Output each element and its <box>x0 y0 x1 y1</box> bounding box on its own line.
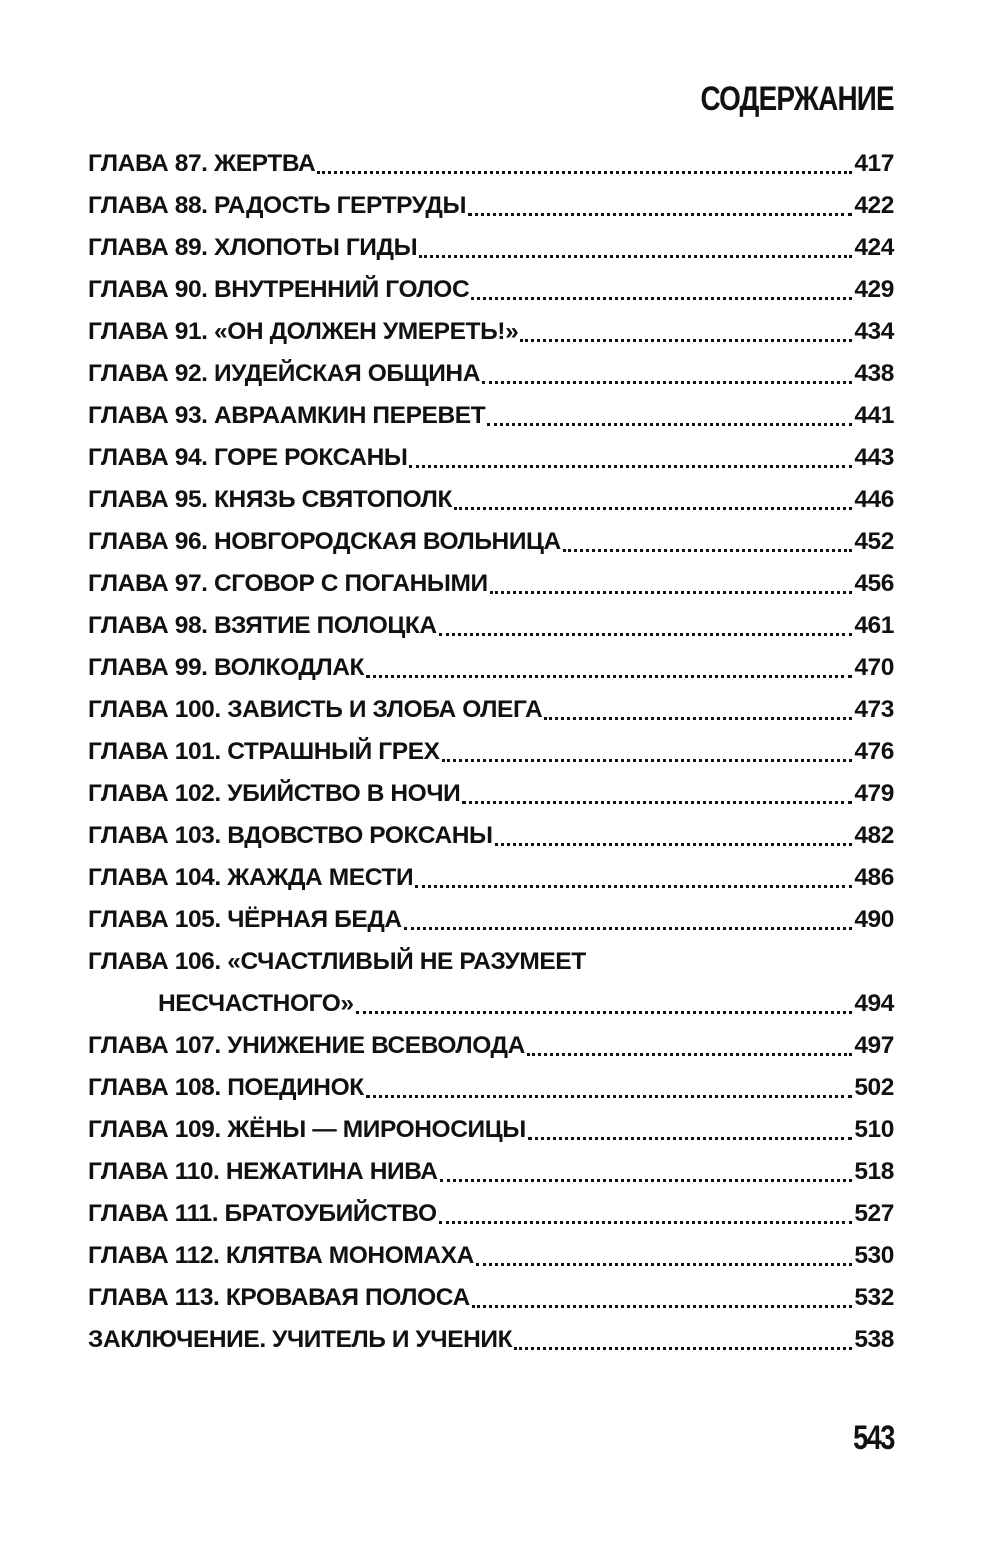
toc-entry <box>88 353 894 395</box>
toc-entry-label: ГЛАВА 112. КЛЯТВА МОНОМАХА <box>88 1242 474 1269</box>
toc-entry <box>88 1319 894 1361</box>
toc-entry-page: 490 <box>854 906 894 933</box>
toc-entry-page: 486 <box>854 864 894 891</box>
toc-entry-label: ГЛАВА 105. ЧЁРНАЯ БЕДА <box>88 906 402 933</box>
toc-entry <box>88 1235 894 1277</box>
toc-entry-label: ГЛАВА 90. ВНУТРЕННИЙ ГОЛОС <box>88 276 470 303</box>
toc-entry-label: ГЛАВА 93. АВРААМКИН ПЕРЕВЕТ <box>88 402 486 429</box>
toc-entry-label: ГЛАВА 95. КНЯЗЬ СВЯТОПОЛК <box>88 486 453 513</box>
toc-entry-page: 422 <box>854 192 894 219</box>
toc-entry <box>88 605 894 647</box>
toc-entry-page: 532 <box>854 1284 894 1311</box>
toc-entry <box>88 143 894 185</box>
toc-entry-label-continuation: НЕСЧАСТНОГО» <box>158 990 354 1017</box>
toc-dot-leader <box>317 171 852 174</box>
toc-entry-page: 494 <box>854 990 894 1017</box>
toc-entry-page: 456 <box>854 570 894 597</box>
toc-dot-leader <box>544 717 852 720</box>
toc-entry-label: ГЛАВА 91. «ОН ДОЛЖЕН УМЕРЕТЬ!» <box>88 318 519 345</box>
toc-entry <box>88 227 894 269</box>
toc-dot-leader <box>527 1053 852 1056</box>
toc-entry-label: ГЛАВА 96. НОВГОРОДСКАЯ ВОЛЬНИЦА <box>88 528 561 555</box>
toc-entry-page: 452 <box>854 528 894 555</box>
toc-entry <box>88 521 894 563</box>
toc-entry-page: 510 <box>854 1116 894 1143</box>
toc-entry-page: 424 <box>854 234 894 261</box>
toc-entry <box>88 479 894 521</box>
toc-entry-page: 417 <box>854 150 894 177</box>
toc-dot-leader <box>520 339 852 342</box>
toc-entry-label: ЗАКЛЮЧЕНИЕ. УЧИТЕЛЬ И УЧЕНИК <box>88 1326 513 1353</box>
toc-entry-label: ГЛАВА 99. ВОЛКОДЛАК <box>88 654 365 681</box>
toc-entry-label: ГЛАВА 98. ВЗЯТИЕ ПОЛОЦКА <box>88 612 437 639</box>
toc-dot-leader <box>366 1095 853 1098</box>
toc-dot-leader <box>476 1263 852 1266</box>
toc-entry <box>88 731 894 773</box>
toc-entry <box>88 1151 894 1193</box>
toc-entry-label: ГЛАВА 111. БРАТОУБИЙСТВО <box>88 1200 437 1227</box>
toc-entry-label: ГЛАВА 102. УБИЙСТВО В НОЧИ <box>88 780 461 807</box>
toc-dot-leader <box>404 927 853 930</box>
toc-entry <box>88 1109 894 1151</box>
toc-entry-page: 530 <box>854 1242 894 1269</box>
toc-entry <box>88 689 894 731</box>
toc-dot-leader <box>471 297 852 300</box>
toc-dot-leader <box>468 213 852 216</box>
toc-dot-leader <box>356 1011 853 1014</box>
toc-dot-leader <box>419 255 852 258</box>
toc-entry <box>88 1025 894 1067</box>
toc-entry-page: 518 <box>854 1158 894 1185</box>
toc-entry <box>88 815 894 857</box>
toc-entry <box>88 563 894 605</box>
toc-entry-page: 470 <box>854 654 894 681</box>
toc-entry <box>88 1067 894 1109</box>
toc-entry <box>88 857 894 899</box>
toc-entry-page: 434 <box>854 318 894 345</box>
toc-entry-label: ГЛАВА 92. ИУДЕЙСКАЯ ОБЩИНА <box>88 360 480 387</box>
toc-dot-leader <box>514 1347 852 1350</box>
toc-entry-page: 446 <box>854 486 894 513</box>
toc-dot-leader <box>495 843 853 846</box>
toc-entry-page: 429 <box>854 276 894 303</box>
toc-entry-page: 443 <box>854 444 894 471</box>
toc-dot-leader <box>442 759 853 762</box>
toc-entry-label: ГЛАВА 97. СГОВОР С ПОГАНЫМИ <box>88 570 488 597</box>
toc-entry-label: ГЛАВА 88. РАДОСТЬ ГЕРТРУДЫ <box>88 192 467 219</box>
toc-entry-page: 438 <box>854 360 894 387</box>
toc-entry <box>88 1277 894 1319</box>
toc-dot-leader <box>439 1221 853 1224</box>
toc-entry-page: 538 <box>854 1326 894 1353</box>
table-of-contents <box>88 143 894 1361</box>
toc-entry <box>88 311 894 353</box>
toc-entry-page: 461 <box>854 612 894 639</box>
toc-entry-label: ГЛАВА 103. ВДОВСТВО РОКСАНЫ <box>88 822 493 849</box>
toc-entry-label: ГЛАВА 109. ЖЁНЫ — МИРОНОСИЦЫ <box>88 1116 526 1143</box>
toc-entry-page: 473 <box>854 696 894 723</box>
toc-entry <box>88 395 894 437</box>
toc-dot-leader <box>366 675 852 678</box>
toc-entry-page: 476 <box>854 738 894 765</box>
toc-entry <box>88 899 894 941</box>
toc-dot-leader <box>490 591 853 594</box>
toc-entry-page: 441 <box>854 402 894 429</box>
toc-entry-label: ГЛАВА 108. ПОЕДИНОК <box>88 1074 364 1101</box>
toc-entry <box>88 941 894 1025</box>
toc-dot-leader <box>462 801 852 804</box>
toc-entry <box>88 269 894 311</box>
toc-dot-leader <box>409 465 852 468</box>
toc-entry <box>88 647 894 689</box>
toc-entry-label: ГЛАВА 110. НЕЖАТИНА НИВА <box>88 1158 438 1185</box>
toc-entry-page: 482 <box>854 822 894 849</box>
toc-entry-label: ГЛАВА 89. ХЛОПОТЫ ГИДЫ <box>88 234 418 261</box>
page-number: 543 <box>853 1419 894 1457</box>
toc-dot-leader <box>563 549 852 552</box>
toc-entry-label: ГЛАВА 106. «СЧАСТЛИВЫЙ НЕ РАЗУМЕЕТ <box>88 948 586 975</box>
toc-entry-page: 479 <box>854 780 894 807</box>
toc-dot-leader <box>439 633 853 636</box>
toc-entry-label: ГЛАВА 87. ЖЕРТВА <box>88 150 316 177</box>
toc-entry-page: 497 <box>854 1032 894 1059</box>
toc-dot-leader <box>415 885 852 888</box>
toc-entry <box>88 437 894 479</box>
toc-dot-leader <box>472 1305 853 1308</box>
toc-entry-page: 502 <box>854 1074 894 1101</box>
toc-entry <box>88 185 894 227</box>
toc-dot-leader <box>487 423 852 426</box>
toc-entry <box>88 773 894 815</box>
toc-dot-leader <box>454 507 852 510</box>
toc-entry-label: ГЛАВА 113. КРОВАВАЯ ПОЛОСА <box>88 1284 470 1311</box>
toc-entry-label: ГЛАВА 107. УНИЖЕНИЕ ВСЕВОЛОДА <box>88 1032 525 1059</box>
toc-entry-label: ГЛАВА 100. ЗАВИСТЬ И ЗЛОБА ОЛЕГА <box>88 696 543 723</box>
toc-entry-label: ГЛАВА 104. ЖАЖДА МЕСТИ <box>88 864 414 891</box>
running-header: СОДЕРЖАНИЕ <box>700 80 894 118</box>
toc-dot-leader <box>482 381 852 384</box>
toc-entry-label: ГЛАВА 101. СТРАШНЫЙ ГРЕХ <box>88 738 440 765</box>
toc-entry-page: 527 <box>854 1200 894 1227</box>
toc-dot-leader <box>440 1179 853 1182</box>
toc-entry <box>88 1193 894 1235</box>
toc-entry-label: ГЛАВА 94. ГОРЕ РОКСАНЫ <box>88 444 408 471</box>
toc-dot-leader <box>528 1137 853 1140</box>
